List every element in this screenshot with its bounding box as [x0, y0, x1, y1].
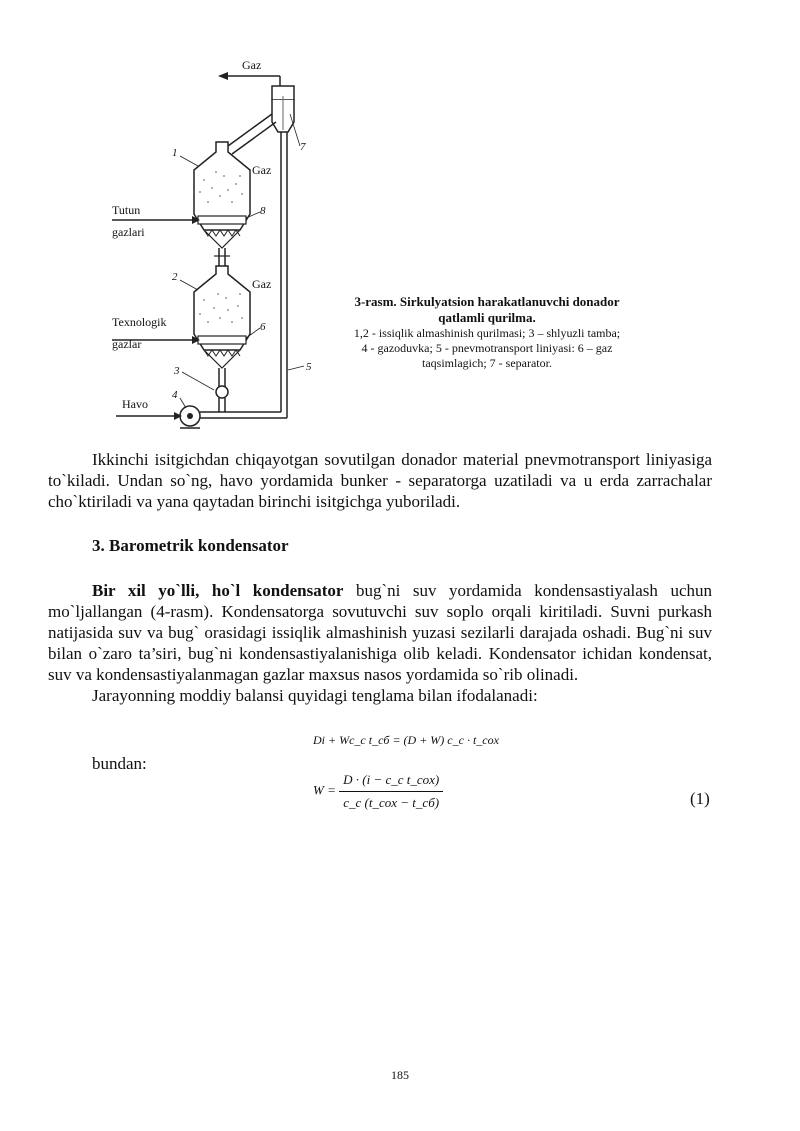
- figure-caption: [352, 294, 622, 371]
- havo-label: Havo: [122, 397, 148, 411]
- label-1: 1: [172, 147, 178, 159]
- paragraph-1-block: [48, 449, 712, 512]
- paragraph-2-block: [48, 580, 712, 706]
- gas-upper-label: Gaz: [252, 163, 272, 177]
- label-3: 3: [174, 365, 180, 377]
- equation-2-fraction: [339, 772, 443, 811]
- lock-valve-3: [216, 386, 228, 398]
- texno-label-2: gazlar: [112, 337, 142, 351]
- label-4: 4: [172, 389, 178, 401]
- texno-label-1: Texnologik: [112, 315, 167, 329]
- label-6: 6: [260, 321, 266, 333]
- paragraph-2: [48, 580, 712, 685]
- gas-distributor-8: [198, 216, 246, 224]
- caption-text: 1,2 - issiqlik almashinish qurilmasi; 3 – shlyuzli tamba; 4 - gazoduvka; 5 - pnevmotransport liniyasi: 6 – gaz taqsimlagich; 7 - separator.: [353, 326, 621, 370]
- equation-2-lhs: W =: [313, 782, 336, 798]
- equation-1: Di + Wc_c t_cб = (D + W) c_c · t_cox: [313, 733, 499, 747]
- apparatus-svg: [100, 52, 360, 442]
- label-2: 2: [172, 271, 178, 283]
- gas-lower-label: Gaz: [252, 277, 272, 291]
- gas-top-label: Gaz: [242, 58, 262, 72]
- tutun-label-1: Tutun: [112, 203, 141, 217]
- equation-2-denominator: c_c (t_cox − t_cб): [343, 795, 440, 810]
- bundan-text: bundan:: [92, 754, 147, 773]
- caption-title: 3-rasm. Sirkulyatsion harakatlanuvchi donador qatlamli qurilma.: [354, 294, 620, 325]
- label-5: 5: [306, 361, 312, 373]
- section-heading: 3. Barometrik kondensator: [92, 536, 289, 555]
- equation-2: [313, 772, 443, 811]
- label-8: 8: [260, 205, 266, 217]
- equation-number: (1): [690, 789, 710, 808]
- paragraph-2-bold: Bir xil yo`lli, ho`l kondensator: [92, 581, 344, 600]
- equation-2-numerator: D · (i − c_c t_cox): [339, 772, 443, 792]
- paragraph-2-rest: bug`ni suv yordamida kondensastiyalash uchun mo`ljallangan (4-rasm). Kondensatorga sovutuvchi suv soplo orqali kiritiladi. Suvni purkash natijasida suv va bug` orasidagi issiqlik almashinish yuzasi sezilarli darajada oshadi. Bug`ni suv bilan o`zaro ta’siri, bug`ni kondensastiyalanishiga olib keladi. Kondensator ichidan kondensat, suv va kondensastiyalanmagan gazlar maxsus nasos yordamida so`rib olinadi.: [48, 581, 712, 684]
- label-7: 7: [300, 141, 306, 153]
- tutun-label-2: gazlari: [112, 225, 145, 239]
- gas-distributor-6: [198, 336, 246, 344]
- apparatus-diagram: [100, 52, 360, 442]
- paragraph-1: Ikkinchi isitgichdan chiqayotgan sovutilgan donador material pnevmotransport liniyasiga to`kiladi. Undan so`ng, havo yordamida bunker - separatorga uzatiladi va u erda zarrachalar cho`ktiriladi va yana qaytadan birinchi isitgichga yuboriladi.: [48, 450, 712, 511]
- page-number: 185: [391, 1068, 409, 1082]
- paragraph-3: Jarayonning moddiy balansi quyidagi tenglama bilan ifodalanadi:: [92, 686, 538, 705]
